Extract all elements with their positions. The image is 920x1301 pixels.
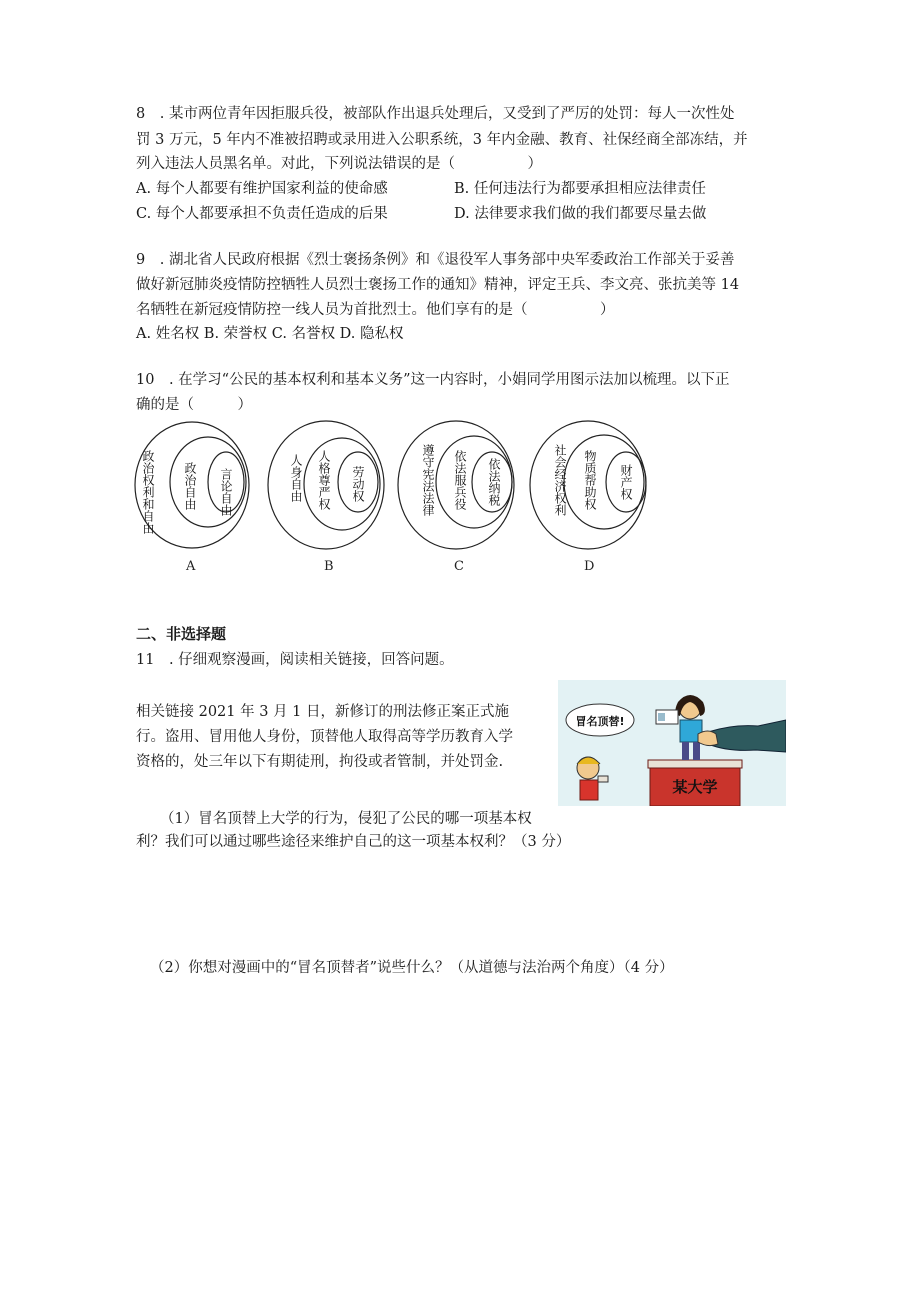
diagram-d xyxy=(530,421,646,574)
q11-stem: 11 . 仔细观察漫画，阅读相关链接，回答问题。 xyxy=(136,652,454,668)
q8-option-c: C. 每个人都要承担不负责任造成的后果 xyxy=(136,206,388,222)
diagram-c-inner-text: 依法纳税 xyxy=(487,458,501,506)
diagram-c-outer-text: 遵守宪法法律 xyxy=(421,444,435,516)
diagram-a-label: A xyxy=(186,559,196,574)
diagram-b-label: B xyxy=(324,559,334,574)
q8-option-a: A. 每个人都要有维护国家利益的使命感 xyxy=(136,181,388,197)
diagram-d-label: D xyxy=(584,559,595,574)
diagram-c xyxy=(398,421,514,574)
q9-stem-line1: 9 . 湖北省人民政府根据《烈士褒扬条例》和《退役军人事务部中央军委政治工作部关于妥善 xyxy=(136,252,735,268)
diagram-b-middle-text: 人格尊严权 xyxy=(317,450,331,510)
q8-stem-line1: 8 . 某市两位青年因拒服兵役，被部队作出退兵处理后，又受到了严厉的处罚：每人一次性处 xyxy=(136,106,735,122)
q9-stem-line3: 名牺牲在新冠疫情防控一线人员为首批烈士。他们享有的是（ ） xyxy=(136,302,615,318)
impersonation-cartoon xyxy=(558,680,786,806)
cartoon-book-label: 某大学 xyxy=(672,778,718,796)
q8-stem-line3: 列入违法人员黑名单。对此，下列说法错误的是（ ） xyxy=(136,156,542,172)
q11-link-line3: 资格的，处三年以下有期徒刑，拘役或者管制，并处罚金. xyxy=(136,754,504,770)
diagram-a-inner-text: 言论自由 xyxy=(219,468,233,516)
q10-nested-circle-diagrams xyxy=(130,410,670,580)
q8-option-d: D. 法律要求我们做的我们都要尽量去做 xyxy=(454,206,707,222)
diagram-a-middle-text: 政治自由 xyxy=(183,462,197,510)
cartoon-speech-bubble: 冒名顶替! xyxy=(575,715,625,728)
diagram-d-inner-text: 财产权 xyxy=(619,464,633,500)
diagram-d-outer-text: 社会经济权利 xyxy=(553,444,567,516)
q8-stem-line2: 罚 3 万元，5 年内不准被招聘或录用进入公职系统，3 年内金融、教育、社保经商全部冻结，并 xyxy=(136,132,748,148)
diagram-a xyxy=(135,422,249,574)
diagram-a-outer-text: 政治权利和自由 xyxy=(141,450,155,534)
q10-stem-line1: 10 . 在学习“公民的基本权利和基本义务”这一内容时，小娟同学用图示法加以梳理。以下正 xyxy=(136,372,730,388)
q9-stem-line2: 做好新冠肺炎疫情防控牺牲人员烈士褒扬工作的通知》精神，评定王兵、李文亮、张抗美等 14 xyxy=(136,277,740,293)
q10-stem-line2: 确的是（ ） xyxy=(136,397,252,413)
q11-sub1-line1: （1）冒名顶替上大学的行为，侵犯了公民的哪一项基本权 xyxy=(160,811,532,827)
diagram-b-outer-text: 人身自由 xyxy=(289,454,303,502)
diagram-c-label: C xyxy=(454,559,464,574)
section-title: 二、非选择题 xyxy=(136,625,227,643)
q11-link-line2: 行。盗用、冒用他人身份，顶替他人取得高等学历教育入学 xyxy=(136,729,513,745)
diagram-c-middle-text: 依法服兵役 xyxy=(453,450,467,510)
q8-option-b: B. 任何违法行为都要承担相应法律责任 xyxy=(454,181,706,197)
q9-options: A. 姓名权 B. 荣誉权 C. 名誉权 D. 隐私权 xyxy=(136,326,404,342)
diagram-b xyxy=(268,421,384,574)
diagram-b-inner-text: 劳动权 xyxy=(351,466,365,502)
q11-sub1-line2: 利？我们可以通过哪些途径来维护自己的这一项基本权利？（3 分） xyxy=(136,834,571,850)
diagram-d-middle-text: 物质帮助权 xyxy=(583,450,597,510)
q11-link-line1: 相关链接 2021 年 3 月 1 日，新修订的刑法修正案正式施 xyxy=(136,704,510,720)
q11-sub2: （2）你想对漫画中的“冒名顶替者”说些什么？（从道德与法治两个角度）（4 分） xyxy=(150,960,674,976)
